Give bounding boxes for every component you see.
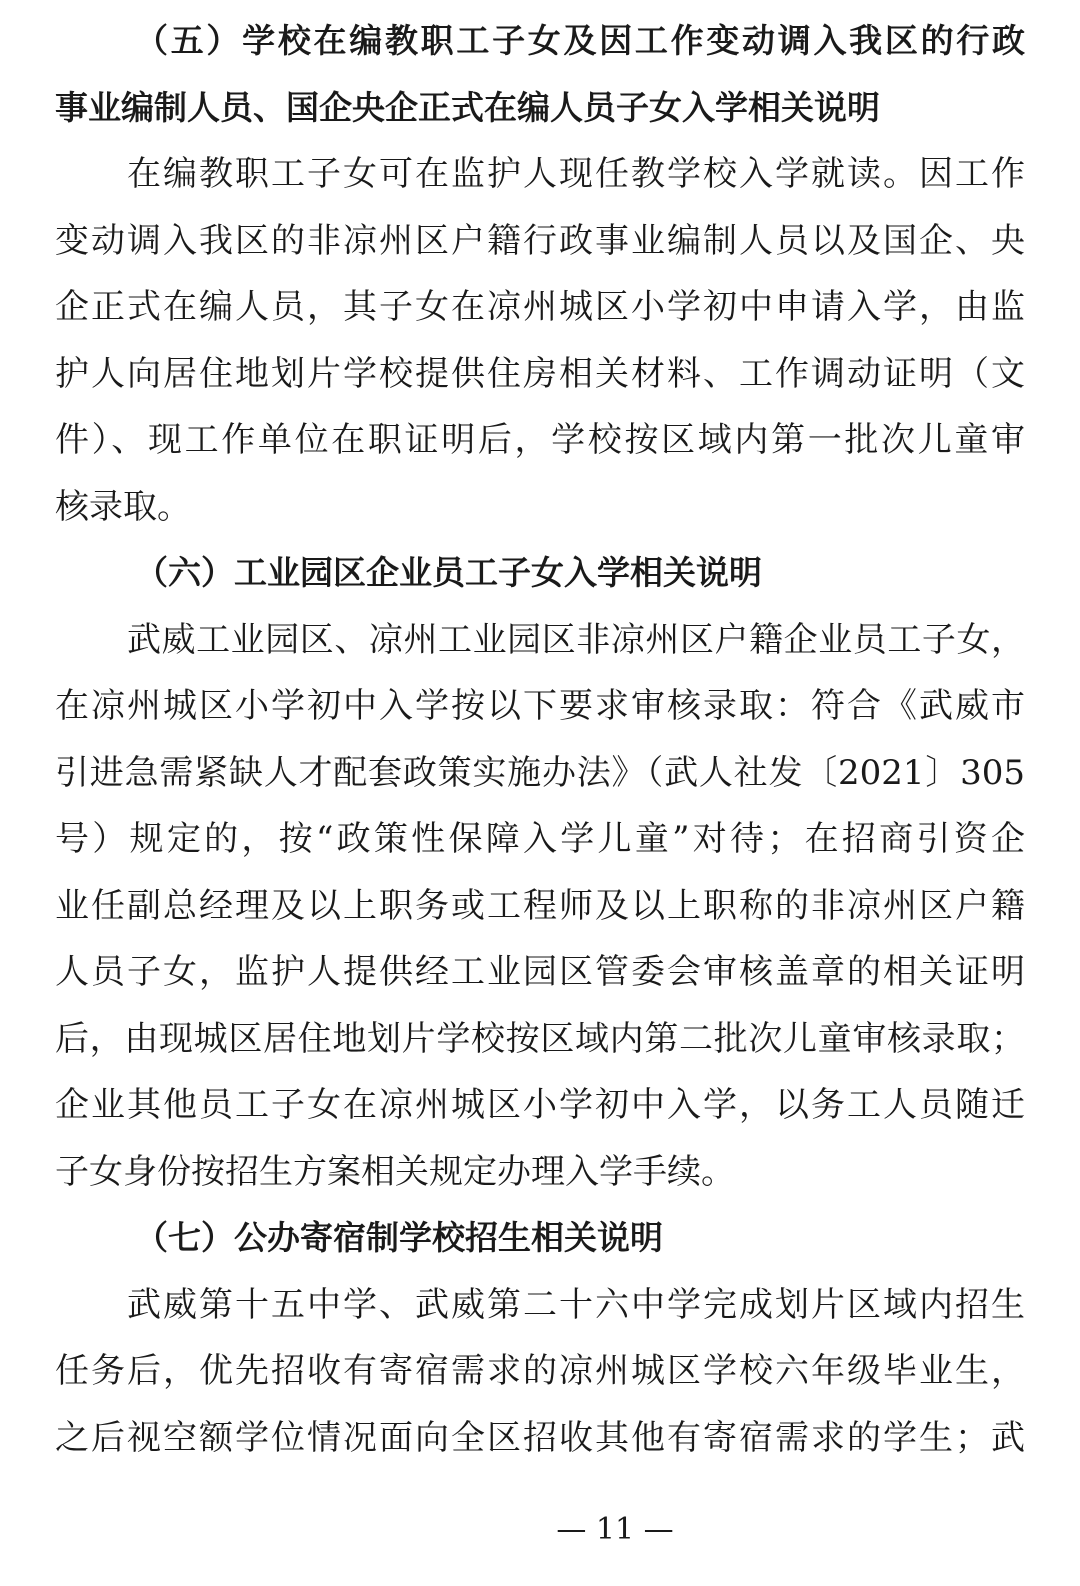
paragraph-boarding-schools: [55, 1272, 1025, 1472]
section-heading-5: [55, 8, 1025, 141]
paragraph-line: 人员子女，监护人提供经工业园区管委会审核盖章的相关证明: [55, 952, 1025, 992]
paragraph-line: 之后视空额学位情况面向全区招收其他有寄宿需求的学生；武: [55, 1417, 1025, 1458]
paragraph-line: 在凉州城区小学初中入学按以下要求审核录取：符合《武威市: [55, 686, 1025, 726]
paragraph-line: 护人向居住地划片学校提供住房相关材料、工作调动证明（文: [55, 353, 1025, 394]
paragraph-line: 核录取。: [55, 486, 191, 527]
paragraph-line: 企正式在编人员，其子女在凉州城区小学初中申请入学，由监: [55, 287, 1025, 327]
section-heading-6: [55, 540, 1025, 607]
paragraph-line: 号）规定的，按“政策性保障入学儿童”对待；在招商引资企: [55, 819, 1025, 859]
paragraph-line: 武威第十五中学、武威第二十六中学完成划片区域内招生: [127, 1284, 1025, 1325]
paragraph-line: 变动调入我区的非凉州区户籍行政事业编制人员以及国企、央: [55, 220, 1025, 261]
heading-line: （七）公办寄宿制学校招生相关说明: [135, 1218, 663, 1257]
heading-line: （六）工业园区企业员工子女入学相关说明: [135, 553, 762, 592]
paragraph-line: 子女身份按招生方案相关规定办理入学手续。: [55, 1151, 735, 1192]
paragraph-line: 引进急需紧缺人才配套政策实施办法》（武人社发〔2021〕305: [55, 752, 1025, 793]
paragraph-line: 件）、现工作单位在职证明后，学校按区域内第一批次儿童审: [55, 420, 1025, 460]
heading-line: 事业编制人员、国企央企正式在编人员子女入学相关说明: [55, 87, 880, 127]
paragraph-line: 武威工业园区、凉州工业园区非凉州区户籍企业员工子女，: [127, 619, 1025, 660]
paragraph-line: 任务后，优先招收有寄宿需求的凉州城区学校六年级毕业生，: [55, 1351, 1025, 1391]
paragraph-line: 业任副总经理及以上职务或工程师及以上职称的非凉州区户籍: [55, 885, 1025, 926]
paragraph-industrial-park: [55, 607, 1025, 1206]
document-page: [55, 8, 1025, 1471]
page-number: — 11 —: [556, 1512, 674, 1547]
heading-line: （五）学校在编教职工子女及因工作变动调入我区的行政: [135, 21, 1025, 60]
section-heading-7: [55, 1205, 1025, 1272]
paragraph-staff-children: [55, 141, 1025, 540]
paragraph-line: 在编教职工子女可在监护人现任教学校入学就读。因工作: [127, 154, 1025, 194]
paragraph-line: 企业其他员工子女在凉州城区小学初中入学，以务工人员随迁: [55, 1085, 1025, 1125]
paragraph-line: 后，由现城区居住地划片学校按区域内第二批次儿童审核录取；: [55, 1018, 1025, 1059]
